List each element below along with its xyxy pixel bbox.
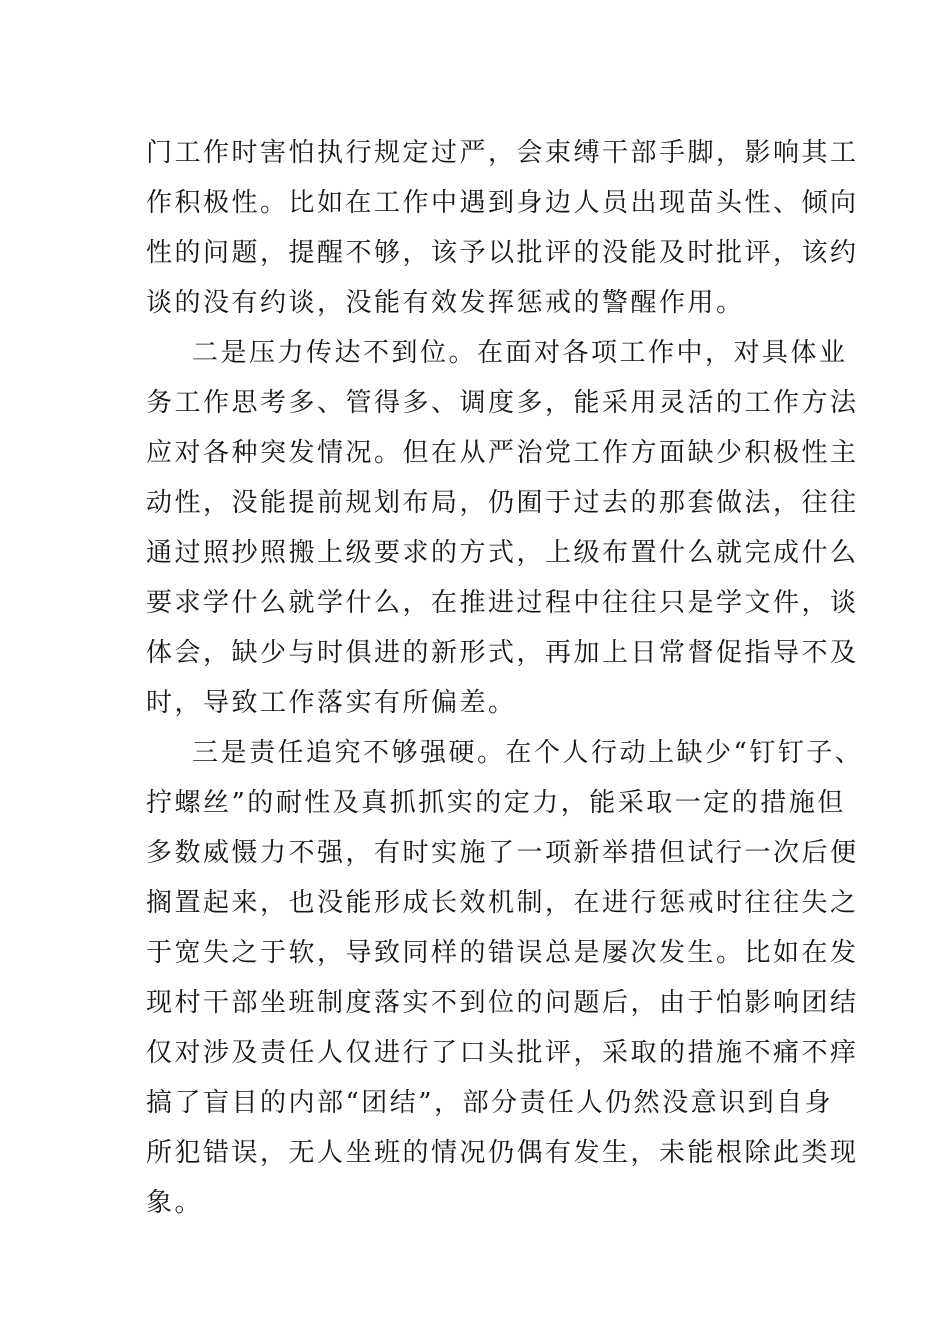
text-line: 所犯错误，无人坐班的情况仍偶有发生，未能根除此类现 — [146, 1138, 859, 1168]
text-line: 现村干部坐班制度落实不到位的问题后，由于怕影响团结 — [146, 988, 859, 1018]
text-line: 多数威慑力不强，有时实施了一项新举措但试行一次后便 — [146, 838, 859, 868]
text-line: 谈的没有约谈，没能有效发挥惩戒的警醒作用。 — [146, 288, 745, 318]
text-line: 务工作思考多、管得多、调度多，能采用灵活的工作方法 — [146, 388, 859, 418]
paragraph-accountability — [146, 728, 864, 1228]
text-line: 三是责任追究不够强硬。在个人行动上缺少“钉钉子、 — [192, 738, 864, 768]
paragraph-pressure-transmission — [146, 328, 859, 728]
text-line: 拧螺丝”的耐性及真抓抓实的定力，能采取一定的措施但 — [146, 788, 846, 818]
text-line: 搁置起来，也没能形成长效机制，在进行惩戒时往往失之 — [146, 888, 859, 918]
text-line: 二是压力传达不到位。在面对各项工作中，对具体业 — [192, 338, 848, 368]
text-line: 仅对涉及责任人仅进行了口头批评，采取的措施不痛不痒 — [146, 1038, 859, 1068]
text-line: 动性，没能提前规划布局，仍囿于过去的那套做法，往往 — [146, 488, 859, 518]
document-body — [146, 128, 864, 1228]
text-line: 象。 — [146, 1188, 204, 1218]
text-line: 搞了盲目的内部“团结”，部分责任人仍然没意识到自身 — [146, 1088, 834, 1118]
text-line: 于宽失之于软，导致同样的错误总是屡次发生。比如在发 — [146, 938, 859, 968]
text-line: 性的问题，提醒不够，该予以批评的没能及时批评，该约 — [146, 238, 859, 268]
text-line: 时，导致工作落实有所偏差。 — [146, 688, 517, 718]
text-line: 作积极性。比如在工作中遇到身边人员出现苗头性、倾向 — [146, 188, 859, 218]
text-line: 门工作时害怕执行规定过严，会束缚干部手脚，影响其工 — [146, 138, 859, 168]
text-line: 通过照抄照搬上级要求的方式，上级布置什么就完成什么 — [146, 538, 859, 568]
text-line: 应对各种突发情况。但在从严治党工作方面缺少积极性主 — [146, 438, 859, 468]
text-line: 要求学什么就学什么，在推进过程中往往只是学文件，谈 — [146, 588, 859, 618]
paragraph-continued — [146, 128, 859, 328]
text-line: 体会，缺少与时俱进的新形式，再加上日常督促指导不及 — [146, 638, 859, 668]
